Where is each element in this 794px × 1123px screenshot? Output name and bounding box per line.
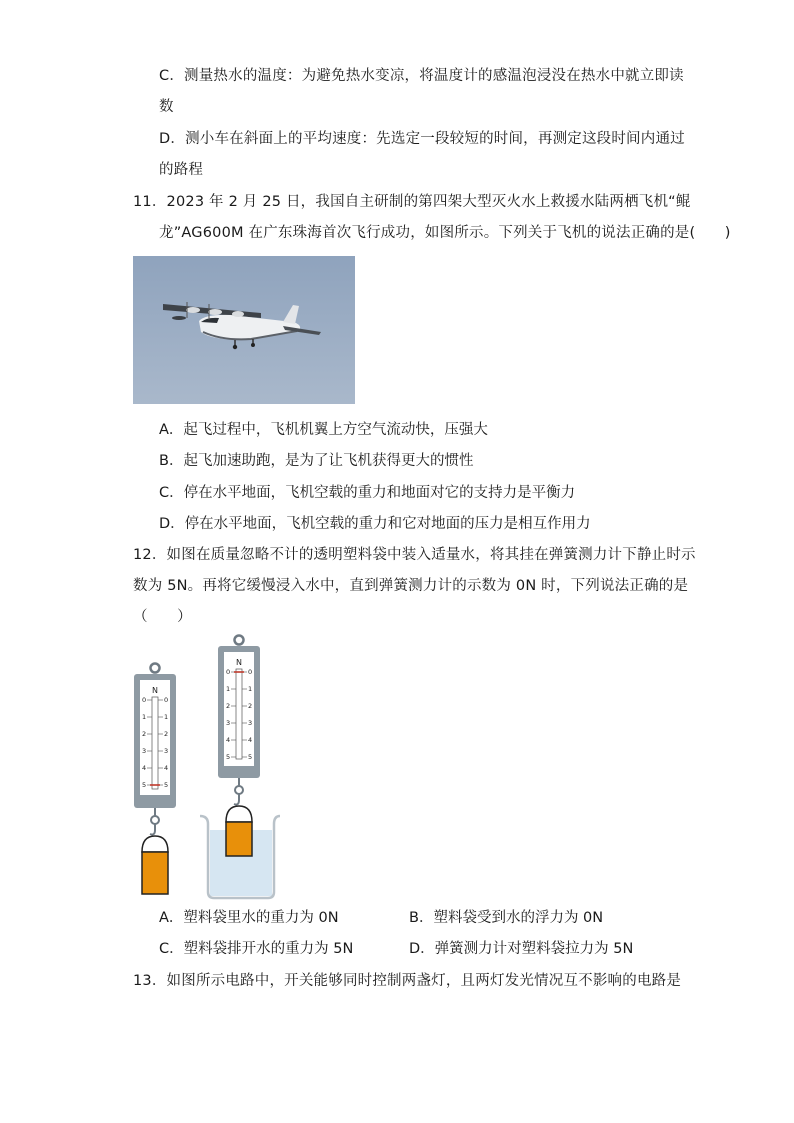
q12-option-b: B．塑料袋受到水的浮力为 0N — [409, 910, 604, 926]
left-scale-tick-2-r: 2 — [164, 730, 169, 738]
left-scale-tick-1: 1 — [142, 713, 147, 721]
right-scale-tick-4-r: 4 — [248, 736, 253, 744]
q10-option-d-line1: D．测小车在斜面上的平均速度：先选定一段较短的时间，再测定这段时间内通过 — [159, 131, 685, 147]
q12-stem-line2: 数为 5N。再将它缓慢浸入水中，直到弹簧测力计的示数为 0N 时，下列说法正确的是 — [133, 578, 689, 594]
left-scale-tick-4-r: 4 — [164, 764, 169, 772]
q12-option-d: D．弹簧测力计对塑料袋拉力为 5N — [409, 941, 634, 957]
spring-scale-in-air — [134, 664, 176, 895]
q11-option-c: C．停在水平地面，飞机空载的重力和地面对它的支持力是平衡力 — [159, 485, 576, 501]
right-scale-tick-1: 1 — [226, 685, 231, 693]
q13-stem-line1: 13．如图所示电路中，开关能够同时控制两盏灯，且两灯发光情况互不影响的电路是 — [133, 973, 682, 989]
right-scale-unit: N — [236, 658, 242, 667]
left-scale-tick-5-r: 5 — [164, 781, 169, 789]
q11-stem-line1: 11．2023 年 2 月 25 日，我国自主研制的第四架大型灭火水上救援水陆两栖飞机“鲲 — [133, 194, 691, 210]
left-scale-tick-0: 0 — [142, 696, 147, 704]
right-scale-tick-3: 3 — [226, 719, 231, 727]
left-scale-tick-4: 4 — [142, 764, 147, 772]
left-scale-tick-1-r: 1 — [164, 713, 169, 721]
spring-scale-figure — [128, 630, 288, 902]
q11-option-a: A．起飞过程中，飞机机翼上方空气流动快，压强大 — [159, 422, 488, 438]
q12-option-a: A．塑料袋里水的重力为 0N — [159, 910, 339, 926]
q12-stem-line1: 12．如图在质量忽略不计的透明塑料袋中装入适量水，将其挂在弹簧测力计下静止时示 — [133, 547, 696, 563]
right-scale-tick-4: 4 — [226, 736, 231, 744]
left-scale-tick-2: 2 — [142, 730, 147, 738]
right-scale-tick-1-r: 1 — [248, 685, 253, 693]
right-scale-tick-2: 2 — [226, 702, 231, 710]
q11-option-d: D．停在水平地面，飞机空载的重力和它对地面的压力是相互作用力 — [159, 516, 591, 532]
q11-stem-line2: 龙”AG600M 在广东珠海首次飞行成功，如图所示。下列关于飞机的说法正确的是( ) — [159, 225, 731, 241]
q10-option-c-line1: C．测量热水的温度：为避免热水变凉，将温度计的感温泡浸没在热水中就立即读 — [159, 68, 684, 84]
q10-option-c-line2: 数 — [159, 99, 174, 115]
left-scale-tick-5: 5 — [142, 781, 147, 789]
left-scale-tick-3: 3 — [142, 747, 147, 755]
spring-scale-in-water — [200, 636, 280, 899]
right-scale-tick-5-r: 5 — [248, 753, 253, 761]
right-scale-tick-0-r: 0 — [248, 668, 253, 676]
left-scale-tick-3-r: 3 — [164, 747, 169, 755]
left-scale-unit: N — [152, 686, 158, 695]
q12-option-c: C．塑料袋排开水的重力为 5N — [159, 941, 354, 957]
q11-option-b: B．起飞加速助跑，是为了让飞机获得更大的惯性 — [159, 453, 474, 469]
q12-stem-line3: （ ） — [133, 609, 192, 625]
right-scale-tick-5: 5 — [226, 753, 231, 761]
right-scale-tick-3-r: 3 — [248, 719, 253, 727]
right-scale-tick-2-r: 2 — [248, 702, 253, 710]
right-scale-tick-0: 0 — [226, 668, 231, 676]
q10-option-d-line2: 的路程 — [159, 162, 204, 178]
left-scale-tick-0-r: 0 — [164, 696, 169, 704]
amphibious-plane-photo — [133, 256, 355, 404]
